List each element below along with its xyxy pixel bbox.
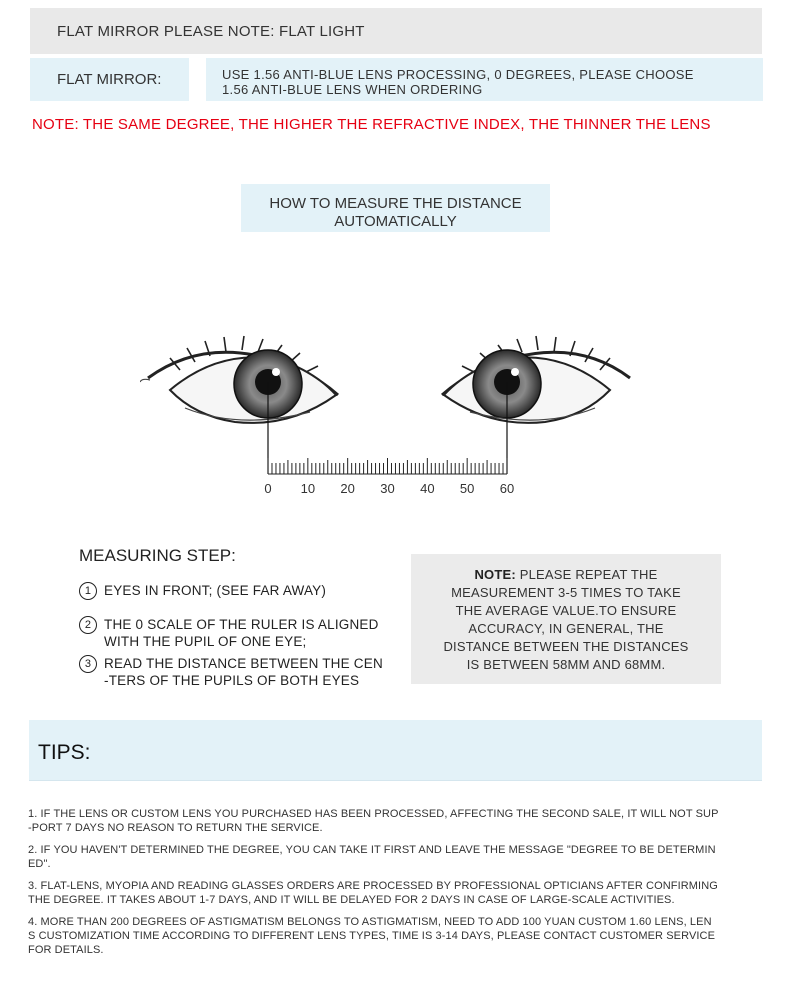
tip-line: -PORT 7 DAYS NO REASON TO RETURN THE SERVICE. xyxy=(28,822,323,834)
measuring-step-title: MEASURING STEP: xyxy=(79,546,236,565)
step-number: 3 xyxy=(79,655,97,673)
ruler-label: 40 xyxy=(420,481,435,496)
ruler-label: 60 xyxy=(499,481,515,496)
ruler xyxy=(268,458,507,474)
flat-mirror-label: FLAT MIRROR: xyxy=(57,71,162,88)
step-text-line1: THE 0 SCALE OF THE RULER IS ALIGNED xyxy=(104,617,379,632)
tip-line: FOR DETAILS. xyxy=(28,944,104,956)
flat-mirror-description-line1: USE 1.56 ANTI-BLUE LENS PROCESSING, 0 DEGREES, PLEASE CHOOSE xyxy=(222,67,694,82)
tip-item-4 xyxy=(28,915,768,957)
tip-line: 2. IF YOU HAVEN'T DETERMINED THE DEGREE, YOU CAN TAKE IT FIRST AND LEAVE THE MESSAGE "DEGREE TO BE DETERMIN xyxy=(28,844,716,856)
ruler-label: 30 xyxy=(380,481,395,496)
step-text xyxy=(104,616,379,650)
ruler-label: 10 xyxy=(300,481,316,496)
note-line3: THE AVERAGE VALUE.TO ENSURE xyxy=(455,603,677,618)
step-text-line2: WITH THE PUPIL OF ONE EYE; xyxy=(104,634,307,649)
tip-line: 4. MORE THAN 200 DEGREES OF ASTIGMATISM BELONGS TO ASTIGMATISM, NEED TO ADD 100 YUAN CUSTOM 1.60 LENS, LEN xyxy=(28,916,712,928)
note-line6: IS BETWEEN 58MM AND 68MM. xyxy=(466,657,666,672)
flat-mirror-description xyxy=(222,67,694,97)
flat-mirror-description-line2: 1.56 ANTI-BLUE LENS WHEN ORDERING xyxy=(222,82,483,97)
note-line2: MEASUREMENT 3-5 TIMES TO TAKE xyxy=(451,585,681,600)
note-line4: ACCURACY, IN GENERAL, THE xyxy=(468,621,664,636)
note-label: NOTE: xyxy=(474,567,516,582)
how-to-measure-line2: AUTOMATICALLY xyxy=(334,213,457,230)
how-to-measure-text xyxy=(241,184,550,231)
tip-line: 1. IF THE LENS OR CUSTOM LENS YOU PURCHASED HAS BEEN PROCESSED, AFFECTING THE SECOND SALE, IT WILL NOT SUP xyxy=(28,808,719,820)
tip-line: ED". xyxy=(28,858,51,870)
tip-line: S CUSTOMIZATION TIME ACCORDING TO DIFFERENT LENS TYPES, TIME IS 3-14 DAYS, PLEASE CONTACT CUSTOMER SERVICE xyxy=(28,930,716,942)
tips-header xyxy=(29,720,762,781)
ruler-labels xyxy=(264,481,514,496)
step-text-line2: -TERS OF THE PUPILS OF BOTH EYES xyxy=(104,673,360,688)
tips-title: TIPS: xyxy=(38,741,91,764)
tip-item-1 xyxy=(28,807,768,835)
measurement-note-text xyxy=(431,566,701,674)
right-eye-icon xyxy=(442,336,630,423)
step-text: EYES IN FRONT; (SEE FAR AWAY) xyxy=(104,583,327,598)
eyes-ruler-illustration xyxy=(140,320,640,510)
flat-mirror-label-box xyxy=(30,58,189,101)
step-3 xyxy=(79,655,383,689)
step-number: 2 xyxy=(79,616,97,634)
step-number: 1 xyxy=(79,582,97,600)
tip-line: THE DEGREE. IT TAKES ABOUT 1-7 DAYS, AND IT WILL BE DELAYED FOR 2 DAYS IN CASE OF LARGE-SCALE ACTIVITIES. xyxy=(28,894,675,906)
step-2 xyxy=(79,616,379,650)
tip-item-3 xyxy=(28,879,768,907)
note-line5: DISTANCE BETWEEN THE DISTANCES xyxy=(443,639,689,654)
ruler-label: 0 xyxy=(264,481,272,496)
ruler-label: 50 xyxy=(459,481,475,496)
flat-mirror-note-text: FLAT MIRROR PLEASE NOTE: FLAT LIGHT xyxy=(57,23,365,40)
note-line1: PLEASE REPEAT THE xyxy=(519,567,658,582)
tip-item-2 xyxy=(28,843,768,871)
flat-mirror-note-bar xyxy=(30,8,762,54)
tip-line: 3. FLAT-LENS, MYOPIA AND READING GLASSES ORDERS ARE PROCESSED BY PROFESSIONAL OPTICIANS AFTER CONFIRMING xyxy=(28,880,718,892)
how-to-measure-heading xyxy=(241,184,550,232)
step-text xyxy=(104,655,383,689)
left-eye-icon xyxy=(140,336,338,423)
measurement-note-box xyxy=(411,554,721,684)
how-to-measure-line1: HOW TO MEASURE THE DISTANCE xyxy=(269,195,522,212)
ruler-label: 20 xyxy=(340,481,355,496)
step-text-line1: READ THE DISTANCE BETWEEN THE CEN xyxy=(104,656,383,671)
refractive-index-note: NOTE: THE SAME DEGREE, THE HIGHER THE REFRACTIVE INDEX, THE THINNER THE LENS xyxy=(32,116,711,133)
flat-mirror-description-box xyxy=(206,58,763,101)
step-1 xyxy=(79,582,326,600)
